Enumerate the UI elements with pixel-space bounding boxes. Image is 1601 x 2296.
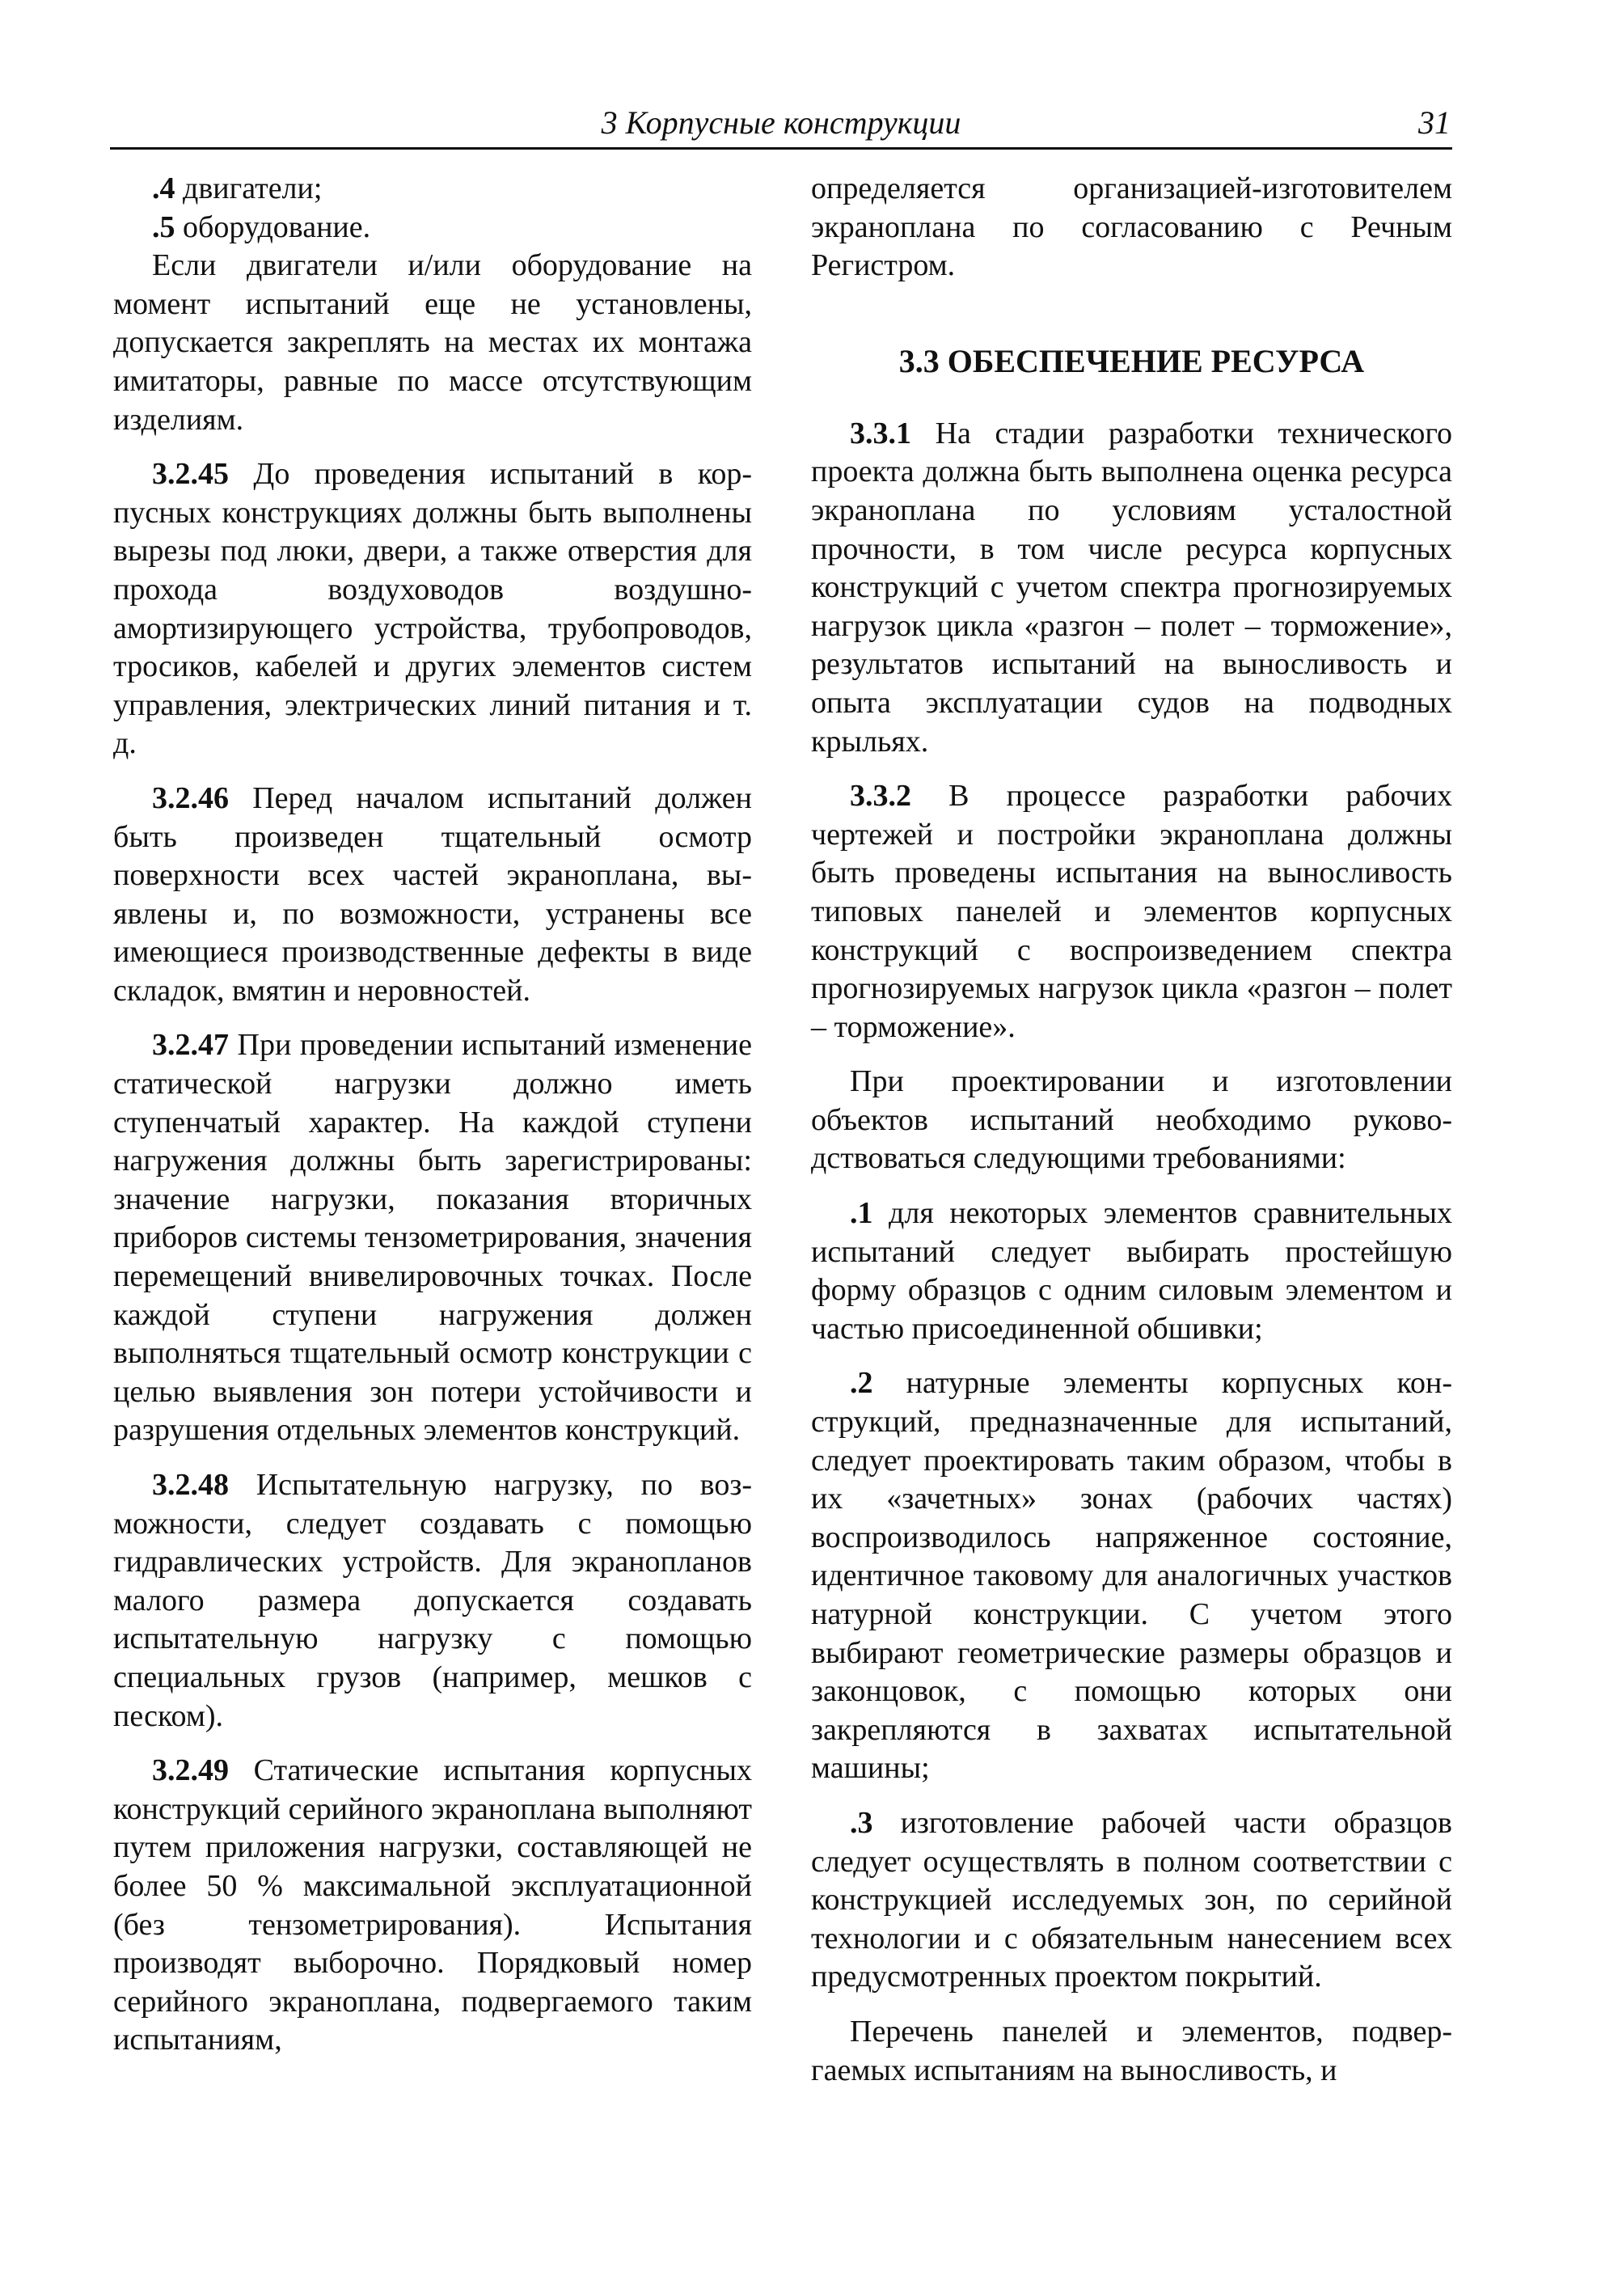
paragraph-panel-list: Перечень панелей и элементов, подвергаемых испытаниям на выносливость, и xyxy=(811,2014,1452,2087)
clause-number: 3.3.2 xyxy=(850,779,911,814)
left-column xyxy=(113,170,752,2076)
section-heading: 3.3 ОБЕСПЕЧЕНИЕ РЕСУРСА xyxy=(898,342,1365,379)
clause-3-2-47 xyxy=(113,1026,752,1450)
requirement-number: .3 xyxy=(850,1805,873,1840)
requirement-text: натурные элементы корпусных конструкций, предназначенные для испытаний, следует проектировать таким образом, чтобы в их «зачетных» зонах (рабочих частях) воспроизводилось напряженное состояние, идентичное таковому для аналогичных участков натурной конструкции. С учетом этого выбирают геометрические размеры образцов и законцовок, с помощью которых они закрепляются в захватах испытательной машины; xyxy=(811,1366,1452,1786)
clause-3-2-46 xyxy=(113,780,752,1011)
clause-number: 3.2.46 xyxy=(152,780,229,815)
clause-number: 3.2.48 xyxy=(152,1468,229,1502)
page-number: 31 xyxy=(1418,104,1451,141)
requirement-1 xyxy=(811,1195,1452,1348)
paragraph-continuation: определяется организацией-изготовителем экраноплана по согласованию с Речным Регистром. xyxy=(811,171,1452,283)
paragraph-design-requirements: При проектировании и изготовлении объектов испытаний необходимо руководствоваться следующими требованиями: xyxy=(811,1064,1452,1176)
clause-3-2-49 xyxy=(113,1752,752,2060)
clause-text: При проведении испытаний изменение статической нагрузки должно иметь ступенчатый характер. На каждой ступени нагружения должны быть зарегистрированы: значение нагрузки, показания вторичных приборов системы тензометрирования, значения перемещений внивелировочных точках. После каждой ступени нагружения должен выполняться тщательный осмотр конструкции с целью выявления зон потери устойчивости и разрушения отдельных элементов конструкций. xyxy=(113,1028,752,1448)
clause-3-2-48 xyxy=(113,1466,752,1736)
clause-text: В процессе разработки рабочих чертежей и постройки экраноплана должны быть проведены испытания на выносливость типовых панелей и элементов корпусных конструкций с воспроизведением спектра прогнозируемых нагрузок цикла «разгон – полет – торможение». xyxy=(811,779,1452,1044)
page-header xyxy=(110,100,1452,150)
paragraph-engines: Если двигатели и/или оборудование на момент испытаний еще не установлены, допускается закреплять на местах их монтажа имитаторы, равные по массе отсутствующим изделиям. xyxy=(113,248,752,437)
list-item-text: двигатели; xyxy=(175,171,323,205)
clause-number: 3.3.1 xyxy=(850,416,911,450)
requirement-text: изготовление рабочей части образцов следует осуществлять в полном соответствии с конструкцией исследуемых зон, по серийной технологии и с обязательным нанесением всех предусмотренных проектом покрытий. xyxy=(811,1805,1452,1994)
clause-text: Испытательную нагрузку, по возможности, следует создавать с помощью гидравлических устройств. Для экранопланов малого размера допускается создавать испытательную нагрузку с помощью специальных грузов (например, мешков с песком). xyxy=(113,1468,752,1733)
clause-3-3-1 xyxy=(811,415,1452,761)
clause-text: Перед началом испытаний должен быть произведен тщательный осмотр поверхности всех частей экраноплана, выявлены и, по возможности, устранены все имеющиеся производственные дефекты в виде складок, вмятин и неровностей. xyxy=(113,780,752,1008)
right-column xyxy=(811,170,1452,2106)
list-item-number: .4 xyxy=(152,171,175,205)
clause-text: До проведения испытаний в корпусных конструкциях должны быть выполнены вырезы под люки, двери, а также отверстия для прохода воздуховодов воздушно-амортизирующего устройства, трубопроводов, тросиков, кабелей и других элементов систем управления, электрических линий питания и т. д. xyxy=(113,457,752,761)
clause-3-3-2 xyxy=(811,777,1452,1047)
requirement-number: .1 xyxy=(850,1196,873,1231)
clause-number: 3.2.47 xyxy=(152,1028,229,1063)
requirement-2 xyxy=(811,1364,1452,1788)
clause-number: 3.2.45 xyxy=(152,457,229,492)
list-item-5 xyxy=(113,209,752,247)
clause-number: 3.2.49 xyxy=(152,1753,229,1788)
clause-3-2-45 xyxy=(113,455,752,763)
clause-text: На стадии разработки технического проекта должна быть выполнена оценка ресурса экраноплана по условиям усталостной прочности, в том числе ресурса корпусных конструкций с учетом спектра прогнозируемых нагрузок цикла «разгон – полет – торможение», результатов испытаний на выносливость и опыта эксплуатации судов на подводных крыльях. xyxy=(811,416,1452,759)
requirement-3 xyxy=(811,1804,1452,1997)
requirement-number: .2 xyxy=(850,1366,873,1401)
running-title: 3 Корпусные конструкции xyxy=(601,104,961,141)
requirement-text: для некоторых элементов сравнительных испытаний следует выбирать простейшую форму образцов с одним силовым элементом и частью присоединенной обшивки; xyxy=(811,1196,1452,1346)
clause-text: Статические испытания корпусных конструкций серийного экраноплана выполняют путем приложения нагрузки, составляющей не более 50 % максимальной эксплуатационной (без тензометрирования). Испытания производят выборочно. Порядковый номер серийного экраноплана, подвергаемого таким испытаниям, xyxy=(113,1753,752,2057)
list-item-text: оборудование. xyxy=(175,209,371,244)
list-item-number: .5 xyxy=(152,209,175,244)
list-item-4 xyxy=(113,170,752,209)
